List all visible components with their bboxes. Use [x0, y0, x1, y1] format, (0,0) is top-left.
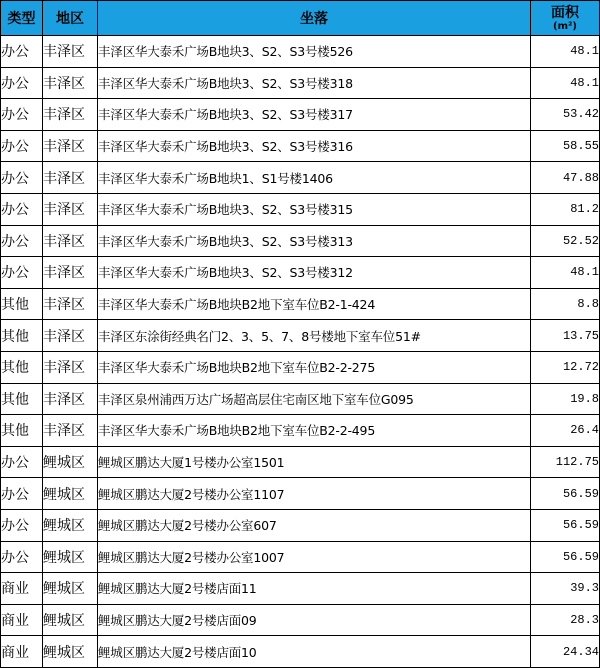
table-row	[1, 415, 600, 447]
header-area	[531, 1, 600, 36]
cell-location: 丰泽区华大泰禾广场B地块3、S2、S3号楼316	[98, 130, 531, 162]
cell-location: 鲤城区鹏达大厦2号楼办公室1007	[98, 541, 531, 573]
cell-type: 办公	[1, 36, 43, 68]
cell-area: 56.59	[531, 541, 600, 573]
cell-type: 商业	[1, 636, 43, 668]
table-row	[1, 383, 600, 415]
cell-district: 丰泽区	[43, 383, 98, 415]
cell-type: 办公	[1, 478, 43, 510]
cell-location: 丰泽区华大泰禾广场B地块B2地下室车位B2-1-424	[98, 288, 531, 320]
cell-district: 丰泽区	[43, 257, 98, 289]
table-row	[1, 130, 600, 162]
cell-type: 其他	[1, 288, 43, 320]
cell-area: 12.72	[531, 351, 600, 383]
header-district: 地区	[43, 1, 98, 36]
table-row	[1, 541, 600, 573]
cell-type: 办公	[1, 67, 43, 99]
cell-type: 办公	[1, 225, 43, 257]
cell-district: 丰泽区	[43, 99, 98, 131]
cell-area: 48.1	[531, 67, 600, 99]
cell-location: 丰泽区华大泰禾广场B地块B2地下室车位B2-2-275	[98, 351, 531, 383]
cell-location: 丰泽区华大泰禾广场B地块3、S2、S3号楼526	[98, 36, 531, 68]
cell-area: 81.2	[531, 193, 600, 225]
cell-district: 丰泽区	[43, 320, 98, 352]
cell-location: 丰泽区泉州浦西万达广场超高层住宅南区地下室车位G095	[98, 383, 531, 415]
cell-district: 鲤城区	[43, 478, 98, 510]
cell-district: 鲤城区	[43, 446, 98, 478]
table-row	[1, 193, 600, 225]
table-row	[1, 67, 600, 99]
cell-district: 丰泽区	[43, 288, 98, 320]
table-row	[1, 573, 600, 605]
header-location: 坐落	[98, 1, 531, 36]
cell-type: 办公	[1, 257, 43, 289]
cell-district: 丰泽区	[43, 162, 98, 194]
cell-district: 丰泽区	[43, 67, 98, 99]
header-area-label: 面积	[551, 4, 579, 21]
table-row	[1, 636, 600, 668]
table-row	[1, 320, 600, 352]
cell-area: 47.88	[531, 162, 600, 194]
cell-area: 39.3	[531, 573, 600, 605]
cell-location: 丰泽区华大泰禾广场B地块1、S1号楼1406	[98, 162, 531, 194]
table-row	[1, 604, 600, 636]
cell-location: 丰泽区华大泰禾广场B地块B2地下室车位B2-2-495	[98, 415, 531, 447]
cell-type: 办公	[1, 509, 43, 541]
table-row	[1, 478, 600, 510]
cell-area: 28.3	[531, 604, 600, 636]
table-row	[1, 225, 600, 257]
cell-type: 其他	[1, 383, 43, 415]
cell-district: 丰泽区	[43, 225, 98, 257]
cell-type: 办公	[1, 162, 43, 194]
table-row	[1, 99, 600, 131]
cell-type: 办公	[1, 99, 43, 131]
cell-location: 丰泽区华大泰禾广场B地块3、S2、S3号楼315	[98, 193, 531, 225]
cell-area: 58.55	[531, 130, 600, 162]
cell-location: 鲤城区鹏达大厦2号楼店面11	[98, 573, 531, 605]
cell-location: 鲤城区鹏达大厦2号楼办公室1107	[98, 478, 531, 510]
table-row	[1, 257, 600, 289]
cell-location: 丰泽区华大泰禾广场B地块3、S2、S3号楼318	[98, 67, 531, 99]
cell-location: 丰泽区华大泰禾广场B地块3、S2、S3号楼312	[98, 257, 531, 289]
cell-type: 其他	[1, 415, 43, 447]
cell-district: 鲤城区	[43, 636, 98, 668]
cell-location: 鲤城区鹏达大厦1号楼办公室1501	[98, 446, 531, 478]
cell-type: 办公	[1, 130, 43, 162]
cell-district: 丰泽区	[43, 193, 98, 225]
cell-district: 丰泽区	[43, 415, 98, 447]
cell-area: 52.52	[531, 225, 600, 257]
cell-type: 办公	[1, 446, 43, 478]
header-row	[1, 1, 600, 36]
cell-area: 48.1	[531, 36, 600, 68]
cell-location: 鲤城区鹏达大厦2号楼办公室607	[98, 509, 531, 541]
cell-type: 办公	[1, 541, 43, 573]
table-row	[1, 351, 600, 383]
cell-type: 其他	[1, 320, 43, 352]
cell-area: 48.1	[531, 257, 600, 289]
cell-location: 丰泽区华大泰禾广场B地块3、S2、S3号楼313	[98, 225, 531, 257]
cell-district: 丰泽区	[43, 36, 98, 68]
cell-location: 丰泽区华大泰禾广场B地块3、S2、S3号楼317	[98, 99, 531, 131]
table-row	[1, 509, 600, 541]
cell-type: 办公	[1, 193, 43, 225]
cell-type: 其他	[1, 351, 43, 383]
cell-area: 56.59	[531, 478, 600, 510]
cell-area: 8.8	[531, 288, 600, 320]
cell-area: 24.34	[531, 636, 600, 668]
cell-area: 26.4	[531, 415, 600, 447]
cell-district: 鲤城区	[43, 541, 98, 573]
table-row	[1, 288, 600, 320]
table-row	[1, 162, 600, 194]
cell-district: 鲤城区	[43, 573, 98, 605]
cell-location: 鲤城区鹏达大厦2号楼店面09	[98, 604, 531, 636]
cell-area: 112.75	[531, 446, 600, 478]
cell-area: 19.8	[531, 383, 600, 415]
cell-location: 丰泽区东涂街经典名门2、3、5、7、8号楼地下室车位51#	[98, 320, 531, 352]
cell-area: 53.42	[531, 99, 600, 131]
cell-area: 56.59	[531, 509, 600, 541]
cell-type: 商业	[1, 604, 43, 636]
header-area-unit: (m²)	[553, 20, 577, 32]
header-type: 类型	[1, 1, 43, 36]
table-row	[1, 446, 600, 478]
cell-area: 13.75	[531, 320, 600, 352]
cell-district: 丰泽区	[43, 351, 98, 383]
cell-district: 丰泽区	[43, 130, 98, 162]
cell-location: 鲤城区鹏达大厦2号楼店面10	[98, 636, 531, 668]
table-row	[1, 36, 600, 68]
cell-district: 鲤城区	[43, 604, 98, 636]
cell-district: 鲤城区	[43, 509, 98, 541]
cell-type: 商业	[1, 573, 43, 605]
